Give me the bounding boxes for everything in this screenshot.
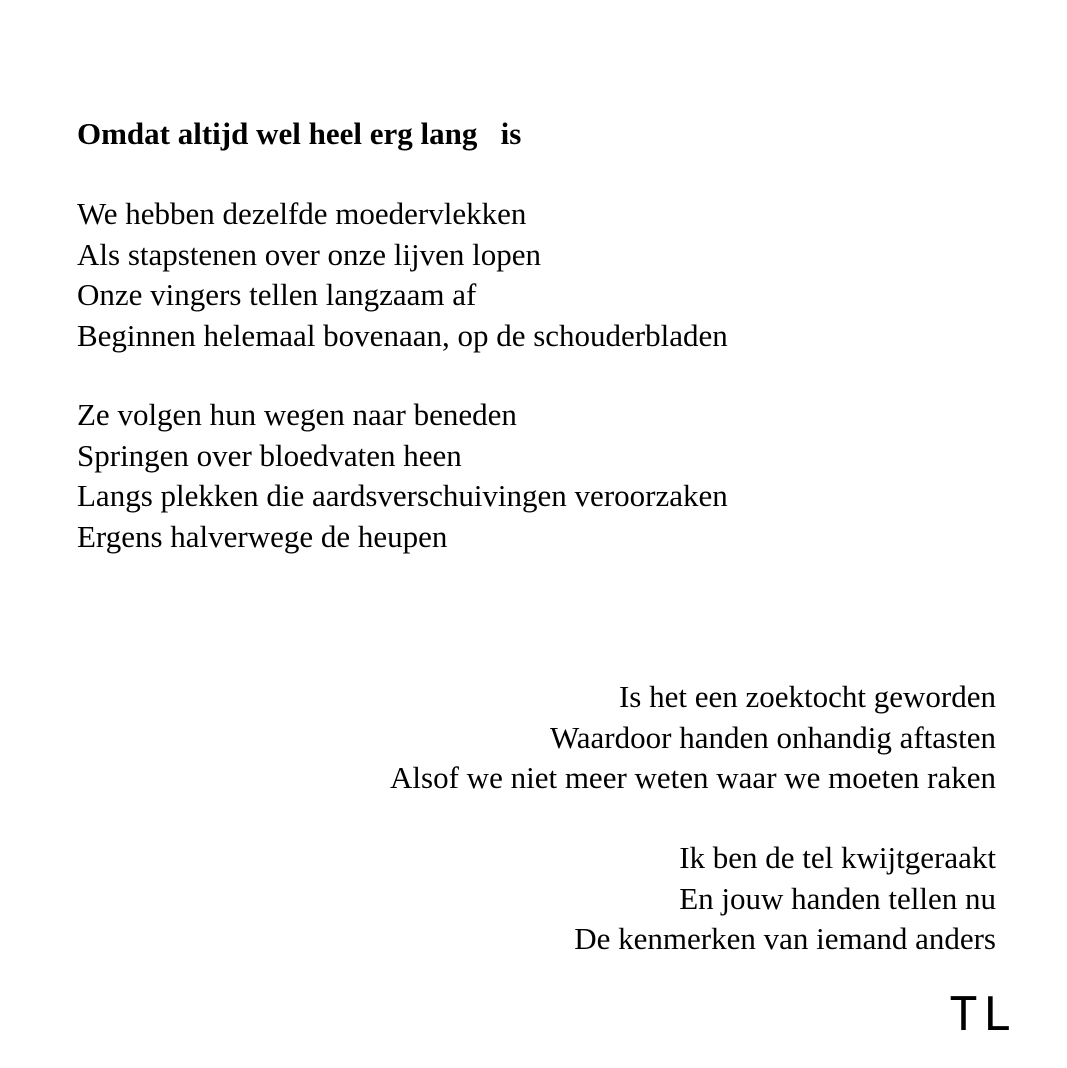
poem-line: Springen over bloedvaten heen [77,437,462,473]
poem-line: De kenmerken van iemand anders [574,921,996,956]
poem-title: Omdat altijd wel heel erg lang is [77,116,522,151]
poem-line: En jouw handen tellen nu [679,880,996,916]
poem-line: Beginnen helemaal bovenaan, op de schouderbladen [77,317,728,353]
poem-line: Ze volgen hun wegen naar beneden [77,397,517,432]
poem-line: We hebben dezelfde moedervlekken [77,196,527,231]
poem-line: Ik ben de tel kwijtgeraakt [679,840,996,875]
poem-line: Alsof we niet meer weten waar we moeten raken [390,760,996,795]
stanza-2 [77,395,728,557]
poem-line: Onze vingers tellen langzaam af [77,277,477,312]
poem-line: Als stapstenen over onze lijven lopen [77,236,542,272]
stanza-4 [574,838,996,960]
poem-line: Is het een zoektocht geworden [618,679,996,714]
poem-line: Ergens halverwege de heupen [77,518,448,554]
author-signature: TL [949,987,1017,1041]
poem-line: Waardoor handen onhandig aftasten [550,719,996,755]
stanza-1 [77,194,728,356]
poem-line: Langs plekken die aardsverschuivingen veroorzaken [77,478,728,513]
stanza-3 [390,677,996,799]
